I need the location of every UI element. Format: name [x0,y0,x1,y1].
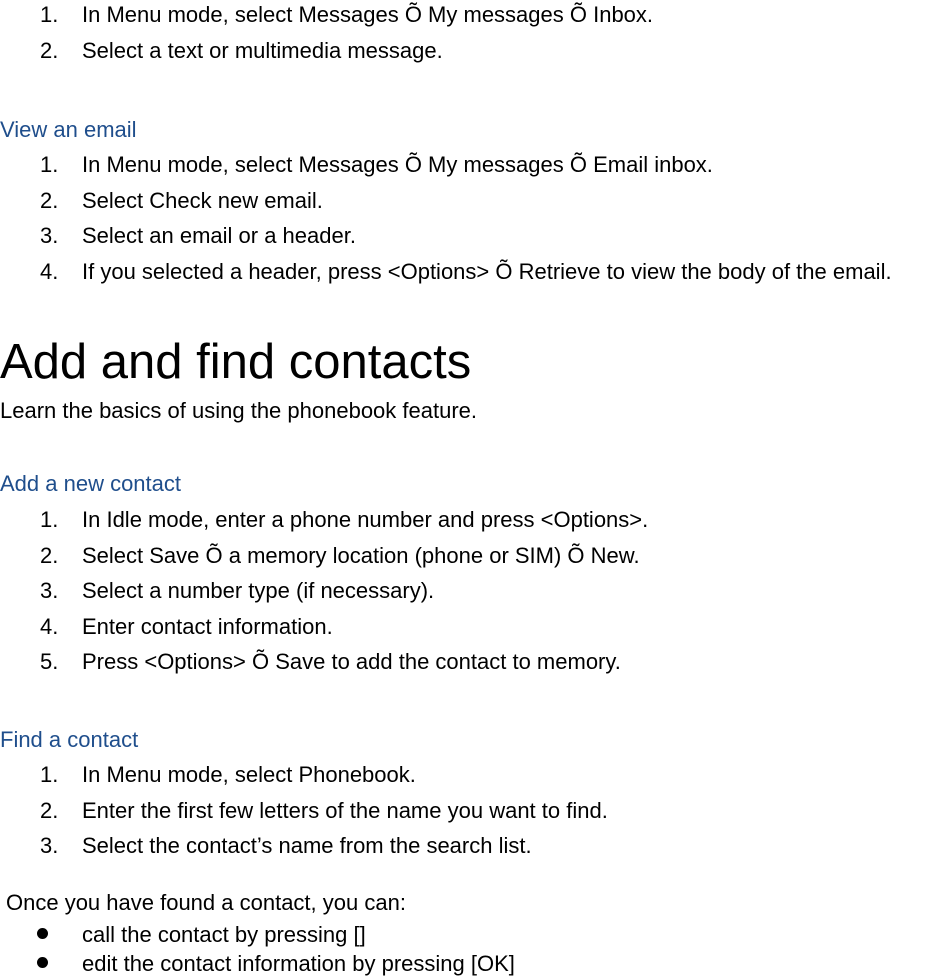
section-intro: Learn the basics of using the phonebook feature. [0,398,478,423]
list-item [0,183,929,219]
step-number: 3. [40,833,59,858]
list-item [0,33,653,69]
step-number: 3. [40,578,59,603]
step-text: In Menu mode, select Messages Õ My messages Õ Inbox. [82,2,654,27]
list-item [0,793,608,829]
step-text: Select a number type (if necessary). [82,578,435,603]
list-item [0,757,608,793]
step-text: Enter contact information. [82,613,333,639]
step-number: 2. [40,797,59,823]
step-number: 4. [40,258,59,284]
view-email-steps-list [0,147,929,289]
list-item [0,920,515,949]
step-text: Press <Options> Õ Save to add the contact to memory. [82,649,621,674]
step-text: Select Save Õ a memory location (phone or SIM) Õ New. [82,542,640,568]
list-item [0,254,929,289]
list-item [0,609,648,645]
step-number: 3. [40,223,59,248]
step-text: Select Check new email. [82,187,323,213]
step-number: 2. [40,37,59,63]
step-text: Select an email or a header. [82,223,356,248]
step-text: Select the contact’s name from the search list. [82,833,532,858]
add-contact-heading: Add a new contact [0,471,182,496]
contact-options-list [0,920,515,978]
view-email-heading: View an email [0,117,137,142]
option-text: edit the contact information by pressing [OK] [82,951,515,976]
list-item [0,147,929,183]
add-contact-steps-list [0,502,648,680]
step-number: 4. [40,613,59,639]
step-text: In Menu mode, select Phonebook. [82,762,416,787]
bullet-icon [37,957,48,968]
list-item [0,949,515,978]
list-item [0,502,648,538]
step-number: 1. [40,152,59,177]
step-text: Enter the first few letters of the name you want to find. [82,797,608,823]
step-number: 2. [40,187,59,213]
found-contact-text: Once you have found a contact, you can: [6,890,406,915]
list-item [0,644,648,680]
step-text: Select a text or multimedia message. [82,37,443,63]
bullet-icon [37,928,48,939]
step-text: If you selected a header, press <Options> Õ Retrieve to view the body of the email. [82,258,892,284]
list-item [0,0,653,33]
step-text: In Idle mode, enter a phone number and press <Options>. [82,507,649,532]
list-item [0,828,608,864]
step-number: 5. [40,649,59,674]
step-number: 1. [40,2,59,27]
list-item [0,573,648,609]
inbox-steps-list [0,0,653,68]
step-number: 2. [40,542,59,568]
list-item [0,218,929,254]
find-contact-steps-list [0,757,608,864]
list-item [0,538,648,574]
find-contact-heading: Find a contact [0,727,139,752]
option-text: call the contact by pressing [] [82,922,366,947]
step-number: 1. [40,762,59,787]
step-text: In Menu mode, select Messages Õ My messages Õ Email inbox. [82,152,713,177]
section-title: Add and find contacts [0,335,472,389]
step-number: 1. [40,507,59,532]
